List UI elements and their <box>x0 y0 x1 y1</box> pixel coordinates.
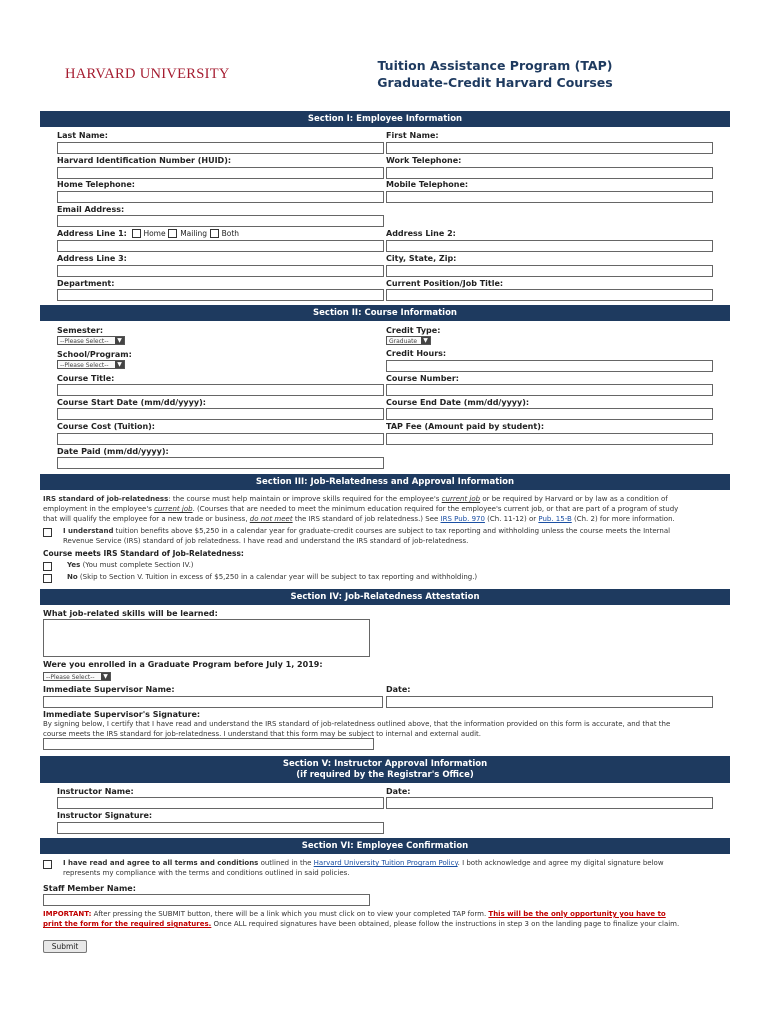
city-state-zip-label: City, State, Zip: <box>386 254 457 263</box>
yes-note: (You must complete Section IV.) <box>80 561 194 569</box>
understand-line-a: tuition benefits above $5,250 in a calendar year for graduate-credit courses are subject to tax reporting and withholding unless the course meets the Internal <box>113 527 671 535</box>
irs-line3-b: the IRS standard of job relatedness.) See <box>292 515 441 523</box>
end-date-field[interactable] <box>386 408 713 420</box>
supervisor-signature-field[interactable] <box>43 738 374 750</box>
certify-text <box>43 719 733 739</box>
position-label: Current Position/Job Title: <box>386 279 504 288</box>
agree-bold: I have read and agree to all terms and conditions <box>63 859 259 867</box>
credit-hours-label: Credit Hours: <box>386 349 447 358</box>
section-1-header: Section I: Employee Information <box>40 111 730 127</box>
address-line-2-field[interactable] <box>386 240 713 252</box>
section-5-header <box>40 756 730 783</box>
address-line-1-label <box>57 229 239 238</box>
mailing-option-label: Mailing <box>180 229 208 238</box>
agree-text <box>63 858 728 878</box>
instructor-name-field[interactable] <box>57 797 384 809</box>
mobile-phone-field[interactable] <box>386 191 713 203</box>
important-red-1: This will be the only opportunity you have to <box>488 910 666 918</box>
both-checkbox[interactable] <box>210 229 219 238</box>
current-job-emphasis: current job <box>441 495 481 503</box>
section-4-header: Section IV: Job-Relatedness Attestation <box>40 589 730 605</box>
instructor-signature-field[interactable] <box>57 822 384 834</box>
supervisor-name-field[interactable] <box>43 696 383 708</box>
instructor-date-label: Date: <box>386 787 411 796</box>
instructor-name-label: Instructor Name: <box>57 787 134 796</box>
course-number-label: Course Number: <box>386 374 460 383</box>
no-note: (Skip to Section V. Tuition in excess of $5,250 in a calendar year will be subject to tax reporting and withholding.) <box>77 573 478 581</box>
home-checkbox[interactable] <box>132 229 141 238</box>
meets-standard-label: Course meets IRS Standard of Job-Relatedness: <box>43 549 244 558</box>
irs-text-a: : the course must help maintain or improve skills required for the employee's <box>168 495 442 503</box>
credit-hours-field[interactable] <box>386 360 713 372</box>
irs-text-b: or be required by Harvard or by law as a condition of <box>480 495 668 503</box>
home-phone-field[interactable] <box>57 191 384 203</box>
end-date-label: Course End Date (mm/dd/yyyy): <box>386 398 530 407</box>
position-field[interactable] <box>386 289 713 301</box>
department-label: Department: <box>57 279 115 288</box>
important-text-b: Once ALL required signatures have been obtained, please follow the instructions in step 3 on the landing page to finalize your claim. <box>211 920 680 928</box>
yes-option <box>67 560 194 570</box>
irs-line3-a: that will qualify the employee for a new trade or business, <box>43 515 250 523</box>
mobile-phone-label: Mobile Telephone: <box>386 180 469 189</box>
enrolled-select[interactable] <box>43 672 111 681</box>
certify-line-1: By signing below, I certify that I have read and understand the IRS standard of job-relatedness outlined above, that the information provided on this form is accurate, and that the <box>43 720 671 728</box>
email-label: Email Address: <box>57 205 125 214</box>
irs-standard-bold: IRS standard of job-relatedness <box>43 495 169 503</box>
tap-fee-field[interactable] <box>386 433 713 445</box>
mailing-checkbox[interactable] <box>168 229 177 238</box>
supervisor-name-label: Immediate Supervisor Name: <box>43 685 175 694</box>
understand-checkbox[interactable] <box>43 528 52 537</box>
semester-select-value: --Please Select-- <box>60 338 109 345</box>
tap-fee-label: TAP Fee (Amount paid by student): <box>386 422 545 431</box>
important-notice <box>43 909 733 929</box>
chevron-down-icon: ▼ <box>115 337 124 344</box>
understand-bold: I understand <box>63 527 114 535</box>
section-5-subtitle: (if required by the Registrar's Office) <box>296 770 474 780</box>
start-date-label: Course Start Date (mm/dd/yyyy): <box>57 398 206 407</box>
chevron-down-icon: ▼ <box>115 361 124 368</box>
agree-a: outlined in the <box>258 859 314 867</box>
both-option-label: Both <box>221 229 240 238</box>
harvard-logo: HARVARD UNIVERSITY <box>65 66 230 82</box>
first-name-field[interactable] <box>386 142 713 154</box>
pub-15b-link[interactable]: Pub. 15-B <box>538 515 572 523</box>
course-title-label: Course Title: <box>57 374 115 383</box>
irs-line3-c: (Ch. 11-12) or <box>484 515 539 523</box>
staff-name-field[interactable] <box>43 894 370 906</box>
last-name-field[interactable] <box>57 142 384 154</box>
date-paid-field[interactable] <box>57 457 384 469</box>
agree-b: . I both acknowledge and agree my digital signature below <box>457 859 664 867</box>
agree-c: represents my compliance with the terms and conditions outlined in said policies. <box>63 869 350 877</box>
date-paid-label: Date Paid (mm/dd/yyyy): <box>57 447 169 456</box>
irs-standard-text <box>43 494 733 524</box>
course-number-field[interactable] <box>386 384 713 396</box>
chevron-down-icon: ▼ <box>421 337 430 344</box>
address-line-3-label: Address Line 3: <box>57 254 127 263</box>
email-field[interactable] <box>57 215 384 227</box>
course-title-field[interactable] <box>57 384 384 396</box>
understand-line-b: Revenue Service (IRS) standard of job relatedness. I have read and understand the IRS standard of job-relatedness. <box>63 537 469 545</box>
course-cost-label: Course Cost (Tuition): <box>57 422 156 431</box>
course-cost-field[interactable] <box>57 433 384 445</box>
skills-textarea[interactable] <box>43 619 370 657</box>
no-label: No <box>67 573 78 581</box>
yes-label: Yes <box>67 561 81 569</box>
skills-label: What job-related skills will be learned: <box>43 609 218 618</box>
supervisor-date-label: Date: <box>386 685 411 694</box>
address-line-3-field[interactable] <box>57 265 384 277</box>
tuition-policy-link[interactable]: Harvard University Tuition Program Policy <box>313 859 458 867</box>
address-line-1-field[interactable] <box>57 240 384 252</box>
address-line-1-text: Address Line 1: <box>57 229 127 238</box>
section-2-header: Section II: Course Information <box>40 305 730 321</box>
yes-checkbox[interactable] <box>43 562 52 571</box>
school-label: School/Program: <box>57 350 132 359</box>
department-field[interactable] <box>57 289 384 301</box>
section-5-title: Section V: Instructor Approval Information <box>282 759 488 769</box>
submit-button[interactable]: Submit <box>43 940 87 953</box>
section-6-header: Section VI: Employee Confirmation <box>40 838 730 854</box>
first-name-label: First Name: <box>386 131 439 140</box>
current-job-emphasis-2: current job <box>154 505 193 513</box>
work-phone-field[interactable] <box>386 167 713 179</box>
important-label: IMPORTANT: <box>43 910 92 918</box>
irs-line2-a: employment in the employee's <box>43 505 155 513</box>
semester-select[interactable] <box>57 336 125 345</box>
certify-line-2: course meets the IRS standard for job-relatedness. I understand that this form may be subject to internal and external audit. <box>43 730 482 738</box>
huid-label: Harvard Identification Number (HUID): <box>57 156 232 165</box>
irs-pub-970-link[interactable]: IRS Pub. 970 <box>440 515 485 523</box>
home-option-label: Home <box>143 229 166 238</box>
address-line-2-label: Address Line 2: <box>386 229 456 238</box>
work-phone-label: Work Telephone: <box>386 156 462 165</box>
enrolled-select-value: --Please Select-- <box>46 674 95 681</box>
instructor-date-field[interactable] <box>386 797 713 809</box>
irs-line3-d: (Ch. 2) for more information. <box>571 515 675 523</box>
supervisor-signature-label: Immediate Supervisor's Signature: <box>43 710 201 719</box>
understand-text <box>63 526 728 546</box>
supervisor-date-field[interactable] <box>386 696 713 708</box>
page-subtitle: Graduate-Credit Harvard Courses <box>377 75 613 90</box>
do-not-meet-emphasis: do not meet <box>249 515 293 523</box>
section-3-header: Section III: Job-Relatedness and Approval Information <box>40 474 730 490</box>
credit-type-select-value: Graduate <box>389 338 418 345</box>
chevron-down-icon: ▼ <box>101 673 110 680</box>
credit-type-select[interactable] <box>386 336 431 345</box>
city-state-zip-field[interactable] <box>386 265 713 277</box>
important-text-a: After pressing the SUBMIT button, there will be a link which you must click on to view your completed TAP form. <box>91 910 489 918</box>
irs-line2-b: . (Courses that are needed to meet the minimum education required for the employee's current job, or that are part of a program of study <box>192 505 679 513</box>
important-red-2: print the form for the required signatures. <box>43 920 212 928</box>
last-name-label: Last Name: <box>57 131 108 140</box>
no-checkbox[interactable] <box>43 574 52 583</box>
agree-checkbox[interactable] <box>43 860 52 869</box>
staff-name-label: Staff Member Name: <box>43 884 136 893</box>
huid-field[interactable] <box>57 167 384 179</box>
page-title: Tuition Assistance Program (TAP) <box>377 58 613 73</box>
school-select-value: --Please Select-- <box>60 362 109 369</box>
enrolled-label: Were you enrolled in a Graduate Program before July 1, 2019: <box>43 660 323 669</box>
start-date-field[interactable] <box>57 408 384 420</box>
semester-label: Semester: <box>57 326 104 335</box>
credit-type-label: Credit Type: <box>386 326 441 335</box>
no-option <box>67 572 477 582</box>
instructor-signature-label: Instructor Signature: <box>57 811 153 820</box>
school-select[interactable] <box>57 360 125 369</box>
home-phone-label: Home Telephone: <box>57 180 135 189</box>
